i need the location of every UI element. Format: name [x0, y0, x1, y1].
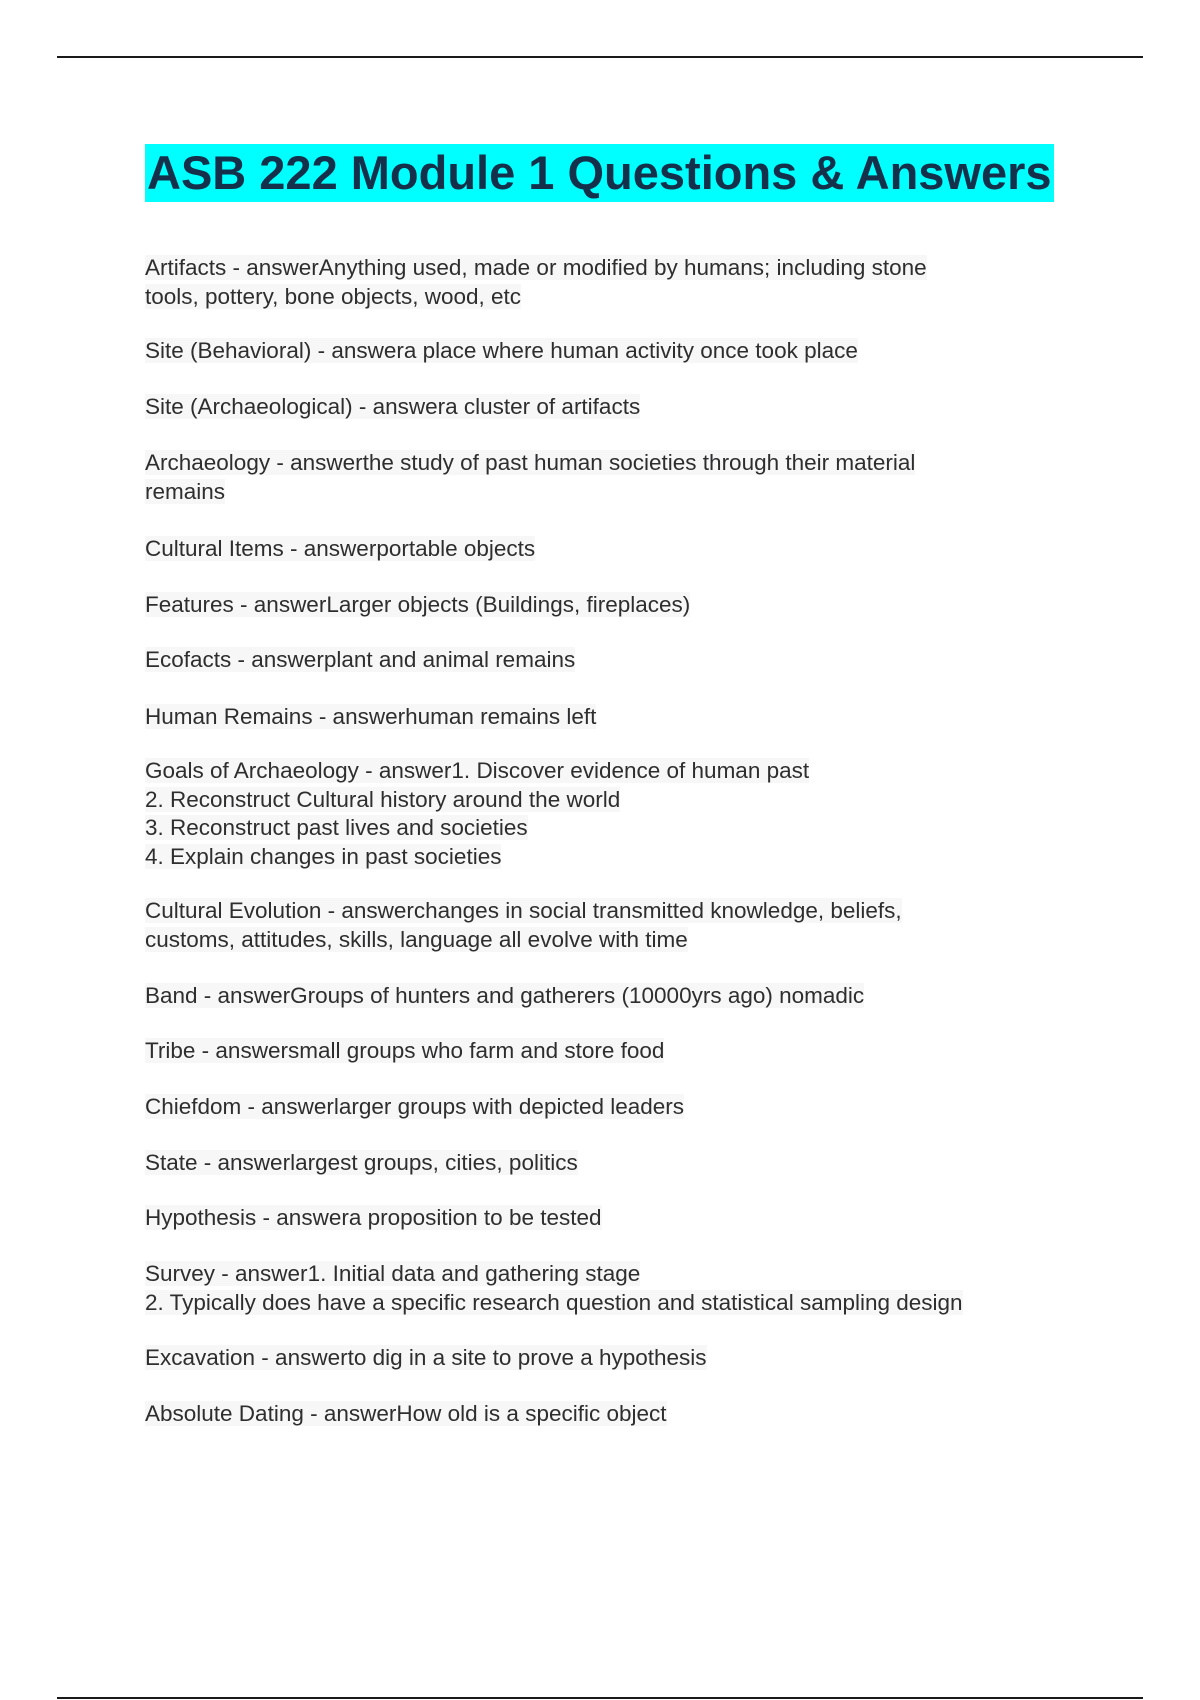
qa-continuation-text: 3. Reconstruct past lives and societies: [145, 815, 528, 840]
qa-continuation-line: [145, 786, 1045, 815]
qa-answer: the study of past human societies through their material: [362, 450, 916, 475]
qa-continuation-text: 2. Typically does have a specific research question and statistical sampling design: [145, 1289, 963, 1315]
qa-answer: 1. Discover evidence of human past: [451, 758, 810, 783]
qa-continuation-text: customs, attitudes, skills, language all evolve with time: [145, 926, 688, 952]
qa-answer: small groups who farm and store food: [287, 1038, 665, 1063]
qa-term: Band - answer: [145, 983, 291, 1008]
qa-term: Hypothesis - answer: [145, 1205, 349, 1230]
qa-item: [145, 1400, 1045, 1429]
qa-term: Site (Behavioral) - answer: [145, 338, 404, 363]
qa-answer: portable objects: [376, 536, 536, 561]
qa-first-line: [145, 646, 1045, 675]
qa-answer: a cluster of artifacts: [445, 394, 641, 419]
qa-first-line: [145, 703, 1045, 732]
qa-answer: to dig in a site to prove a hypothesis: [347, 1345, 707, 1370]
qa-term: Features - answer: [145, 592, 327, 617]
qa-continuation-line: [145, 814, 1045, 843]
top-rule: [57, 56, 1143, 58]
qa-first-line: [145, 1204, 1045, 1233]
qa-term: Ecofacts - answer: [145, 647, 324, 672]
qa-answer: largest groups, cities, politics: [290, 1150, 578, 1175]
qa-term: Goals of Archaeology - answer: [145, 758, 452, 783]
qa-term: Human Remains - answer: [145, 704, 406, 729]
qa-answer: Larger objects (Buildings, fireplaces): [326, 592, 691, 617]
qa-first-line: [145, 535, 1045, 564]
qa-item: [145, 982, 1045, 1011]
qa-answer: changes in social transmitted knowledge, beliefs,: [413, 898, 902, 923]
qa-continuation-line: [145, 478, 1045, 507]
qa-first-line: [145, 897, 1045, 926]
qa-item: [145, 591, 1045, 620]
qa-term: State - answer: [145, 1150, 291, 1175]
qa-continuation-text: 4. Explain changes in past societies: [145, 843, 502, 869]
qa-first-line: [145, 393, 1045, 422]
qa-term: Archaeology - answer: [145, 450, 363, 475]
qa-answer: Anything used, made or modified by humans; including stone: [318, 255, 927, 280]
qa-first-line: [145, 1400, 1045, 1429]
qa-term: Cultural Evolution - answer: [145, 898, 414, 923]
qa-item: [145, 1093, 1045, 1122]
qa-term: Absolute Dating - answer: [145, 1401, 397, 1426]
qa-first-line: [145, 757, 1045, 786]
qa-first-line: [145, 591, 1045, 620]
qa-item: [145, 757, 1045, 871]
qa-continuation-line: [145, 926, 1045, 955]
qa-item: [145, 1149, 1045, 1178]
qa-item: [145, 1260, 1045, 1317]
qa-item: [145, 1204, 1045, 1233]
qa-item: [145, 1037, 1045, 1066]
qa-first-line: [145, 1344, 1045, 1373]
qa-item: [145, 393, 1045, 422]
qa-continuation-line: [145, 283, 1045, 312]
qa-first-line: [145, 1037, 1045, 1066]
qa-item: [145, 897, 1045, 954]
qa-item: [145, 646, 1045, 675]
qa-continuation-line: [145, 1289, 1045, 1318]
qa-answer: a place where human activity once took place: [403, 338, 858, 363]
qa-answer: How old is a specific object: [396, 1401, 667, 1426]
qa-first-line: [145, 1260, 1045, 1289]
qa-item: [145, 1344, 1045, 1373]
qa-answer: human remains left: [405, 704, 597, 729]
qa-term: Tribe - answer: [145, 1038, 288, 1063]
qa-continuation-text: tools, pottery, bone objects, wood, etc: [145, 283, 522, 309]
page-title: ASB 222 Module 1 Questions & Answers: [145, 144, 1054, 202]
qa-item: [145, 337, 1045, 366]
qa-item: [145, 254, 1045, 311]
qa-item: [145, 535, 1045, 564]
qa-answer: Groups of hunters and gatherers (10000yrs ago) nomadic: [290, 983, 865, 1008]
qa-answer: 1. Initial data and gathering stage: [307, 1261, 641, 1286]
qa-answer: a proposition to be tested: [348, 1205, 602, 1230]
qa-term: Survey - answer: [145, 1261, 308, 1286]
qa-item: [145, 703, 1045, 732]
qa-first-line: [145, 449, 1045, 478]
qa-continuation-text: remains: [145, 478, 226, 504]
qa-answer: plant and animal remains: [323, 647, 576, 672]
qa-first-line: [145, 1093, 1045, 1122]
qa-term: Site (Archaeological) - answer: [145, 394, 446, 419]
qa-term: Artifacts - answer: [145, 255, 319, 280]
qa-term: Cultural Items - answer: [145, 536, 377, 561]
qa-continuation-line: [145, 843, 1045, 872]
qa-term: Chiefdom - answer: [145, 1094, 334, 1119]
qa-first-line: [145, 254, 1045, 283]
qa-first-line: [145, 337, 1045, 366]
bottom-rule: [57, 1697, 1143, 1699]
qa-answer: larger groups with depicted leaders: [333, 1094, 685, 1119]
qa-item: [145, 449, 1045, 506]
qa-term: Excavation - answer: [145, 1345, 348, 1370]
qa-first-line: [145, 1149, 1045, 1178]
qa-continuation-text: 2. Reconstruct Cultural history around the world: [145, 786, 621, 812]
qa-first-line: [145, 982, 1045, 1011]
